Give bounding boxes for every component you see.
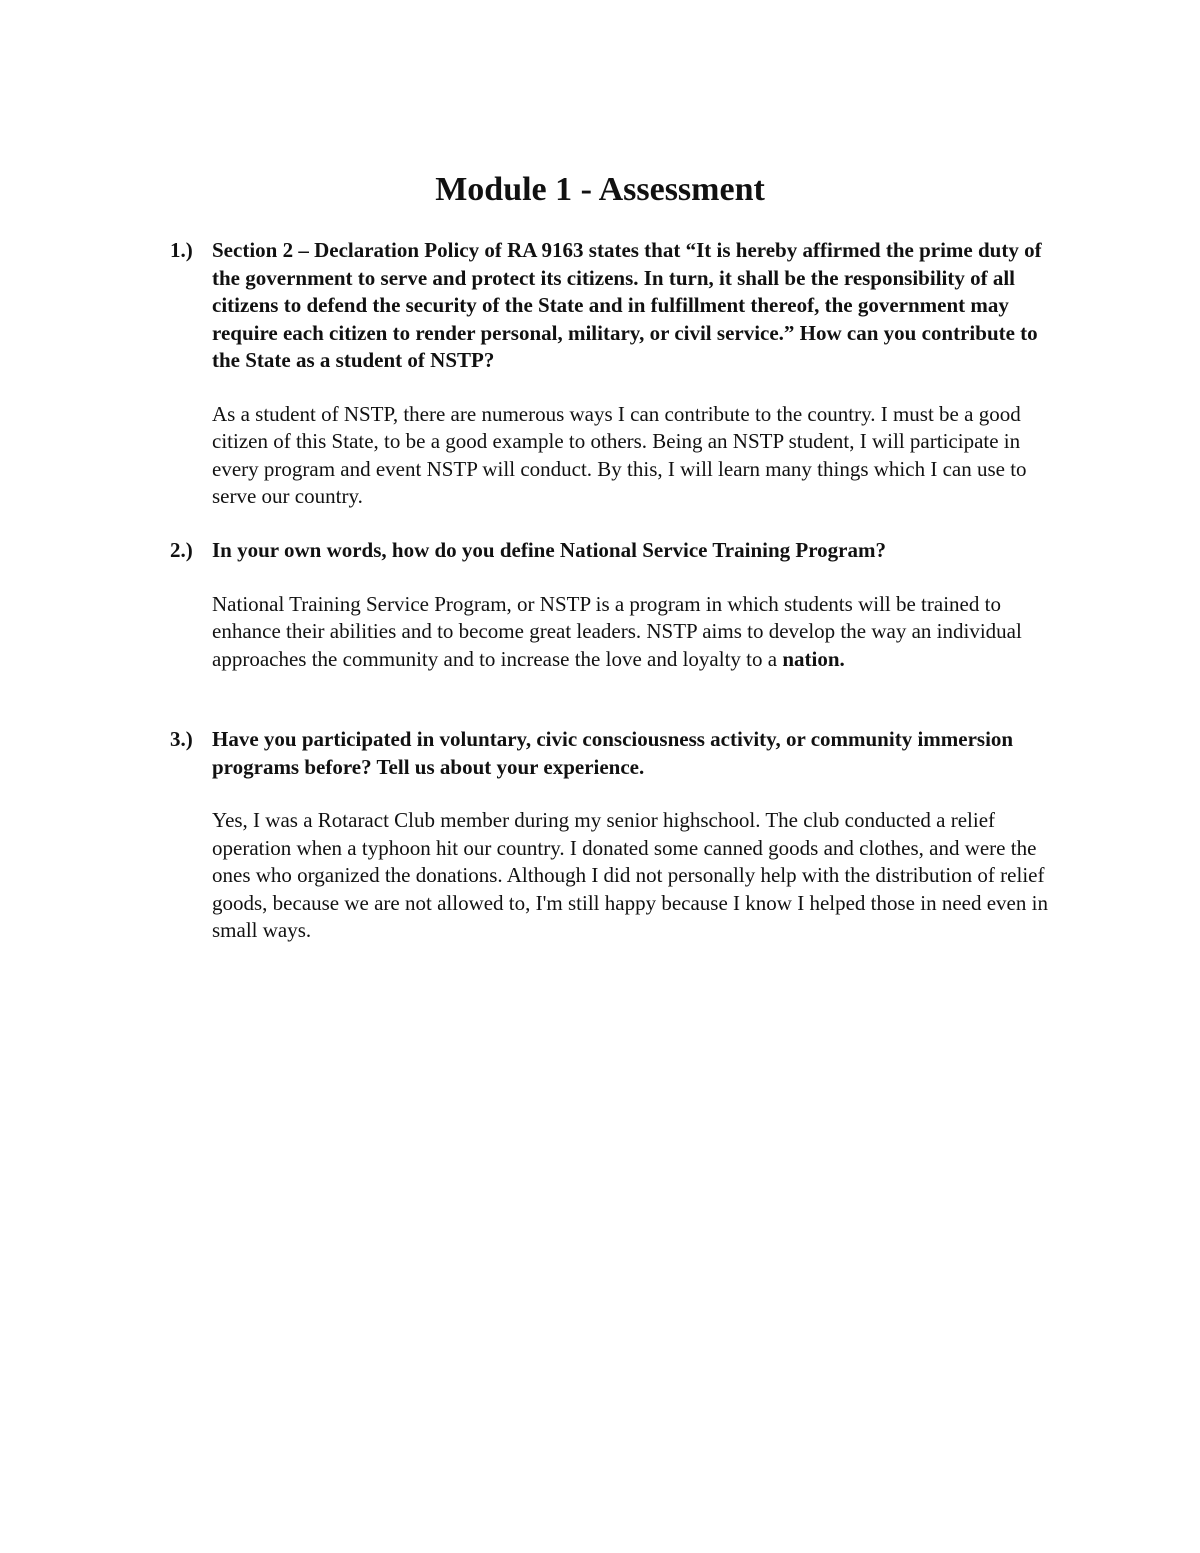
answer-text-3: Yes, I was a Rotaract Club member during my senior highschool. The club conducted a relief operation when a typhoon hit our country. I donated some canned goods and clothes, and were the ones who organized the donations. Although I did not personally help with the distribution of relief goods, because we are not allowed to, I'm still happy because I know I helped those in need even in small ways. [212,808,1048,942]
question-item-3 [170,726,1070,945]
answer-text-2-bold-end: nation. [782,646,845,671]
question-text-2: In your own words, how do you define National Service Training Program? [212,538,886,562]
answer-paragraph-2 [212,591,1070,674]
question-item-2 [170,537,1070,673]
question-text-1: Section 2 – Declaration Policy of RA 9163 states that “It is hereby affirmed the prime duty of the government to serve and protect its citizens. In turn, it shall be the responsibility of all citizens to defend the security of the State and in fulfillment thereof, the government may require each citizen to render personal, military, or civil service.” How can you contribute to the State as a student of NSTP? [212,238,1042,372]
question-number-3: 3.) [170,727,193,751]
question-number-2: 2.) [170,538,193,562]
question-text-3: Have you participated in voluntary, civic consciousness activity, or community immersion programs before? Tell us about your experience. [212,727,1014,779]
question-number-1: 1.) [170,238,193,262]
answer-text-2: National Training Service Program, or NSTP is a program in which students will be trained to enhance their abilities and to become great leaders. NSTP aims to develop the way an individual approaches the community and to increase the love and loyalty to a [212,591,1022,671]
question-item-1 [170,237,1070,511]
page-title: Module 1 - Assessment [435,171,765,208]
answer-text-1: As a student of NSTP, there are numerous ways I can contribute to the country. I must be a good citizen of this State, to be a good example to others. Being an NSTP student, I will participate in every program and event NSTP will conduct. By this, I will learn many things which I can use to serve our country. [212,401,1027,508]
